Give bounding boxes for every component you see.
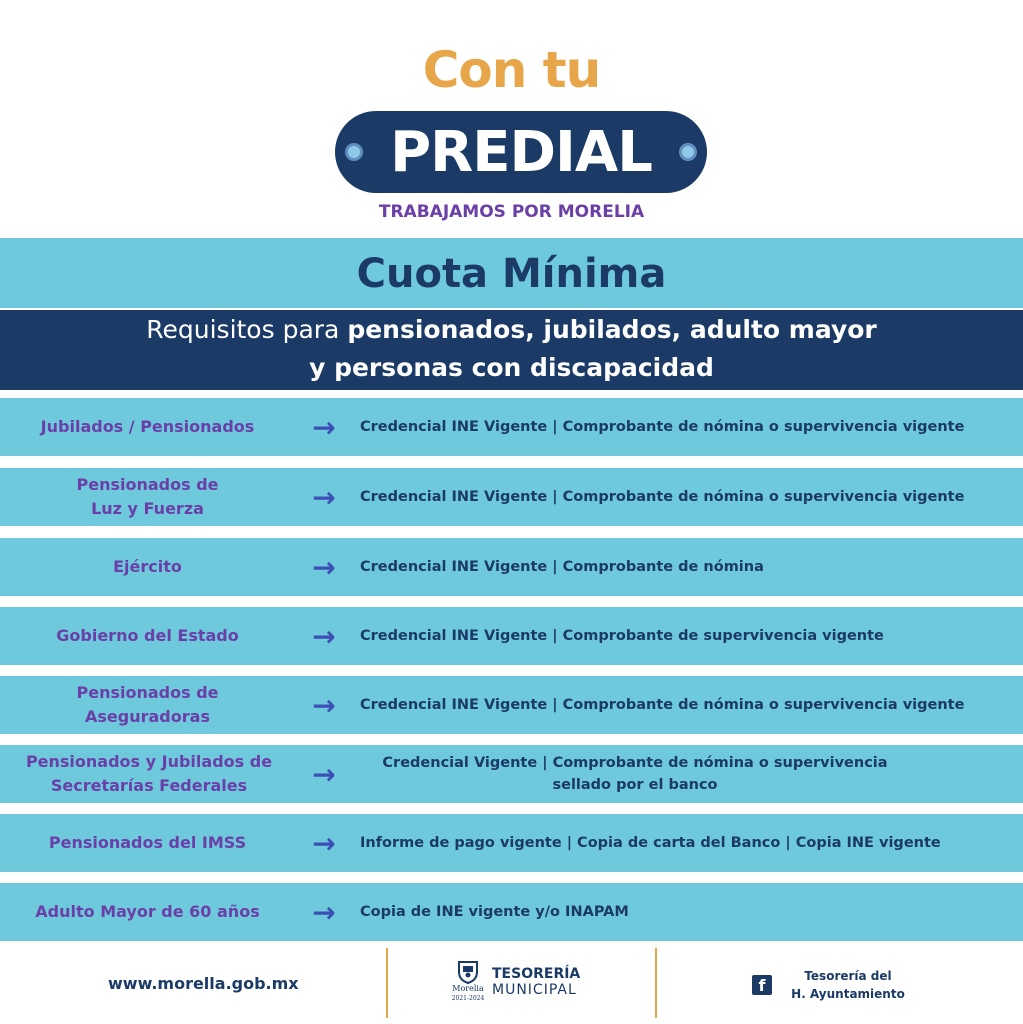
page-title: Cuota Mínima — [356, 251, 667, 297]
row-requirements: Copia de INE vigente y/o INAPAM — [360, 904, 629, 920]
row-requirements: Credencial Vigente | Comprobante de nómina o supervivencia sellado por el banco — [382, 755, 888, 793]
header-con-tu: Con tu — [422, 41, 601, 99]
row-category: Ejército — [113, 557, 182, 576]
arrow-right-icon: → — [312, 410, 336, 444]
row-requirements: Credencial INE Vigente | Comprobante de nómina o supervivencia vigente — [360, 489, 965, 505]
arrow-right-icon: → — [312, 550, 336, 584]
tagline: TRABAJAMOS POR MORELIA — [378, 202, 645, 222]
row-category: Pensionados y Jubilados de Secretarías Federales — [25, 752, 273, 795]
social-line-2: H. Ayuntamiento — [791, 987, 905, 1001]
tesoreria-label: TESORERÍA — [492, 966, 581, 982]
row-category: Pensionados de Aseguradoras — [76, 683, 219, 726]
arrow-right-icon: → — [312, 480, 336, 514]
predial-title: PREDIAL — [390, 120, 652, 185]
arrow-right-icon: → — [312, 688, 336, 722]
subtitle-line-1 — [0, 312, 1023, 350]
website-link[interactable]: www.morella.gob.mx — [108, 974, 299, 993]
arrow-right-icon: → — [312, 619, 336, 653]
row-category: Pensionados de Luz y Fuerza — [76, 475, 219, 518]
subtitle-normal: Requisitos para — [146, 315, 348, 344]
row-requirements: Credencial INE Vigente | Comprobante de nómina o supervivencia vigente — [360, 697, 965, 713]
row-category: Gobierno del Estado — [56, 626, 239, 645]
arrow-right-icon: → — [312, 757, 336, 791]
subtitle-line-2: y personas con discapacidad — [309, 353, 714, 382]
morelia-seal-icon — [455, 958, 481, 984]
social-line-1: Tesorería del — [804, 969, 892, 983]
row-category: Pensionados del IMSS — [48, 833, 247, 852]
seal-city: Morelia — [452, 984, 484, 993]
row-requirements: Credencial INE Vigente | Comprobante de nómina — [360, 559, 764, 575]
footer-divider — [386, 948, 388, 1018]
row-requirements: Credencial INE Vigente | Comprobante de nómina o supervivencia vigente — [360, 419, 965, 435]
facebook-glyph: f — [758, 976, 766, 995]
subtitle-bold: pensionados, jubilados, adulto mayor — [347, 315, 877, 344]
arrow-right-icon: → — [312, 895, 336, 929]
footer-divider — [655, 948, 657, 1018]
row-category: Adulto Mayor de 60 años — [35, 902, 260, 921]
row-requirements: Credencial INE Vigente | Comprobante de supervivencia vigente — [360, 628, 884, 644]
seal-years: 2021-2024 — [451, 995, 485, 1002]
row-category: Jubilados / Pensionados — [40, 417, 255, 436]
arrow-right-icon: → — [312, 826, 336, 860]
row-requirements: Informe de pago vigente | Copia de carta del Banco | Copia INE vigente — [360, 835, 941, 851]
seal-caption — [446, 984, 490, 1006]
municipal-label: MUNICIPAL — [492, 982, 577, 998]
